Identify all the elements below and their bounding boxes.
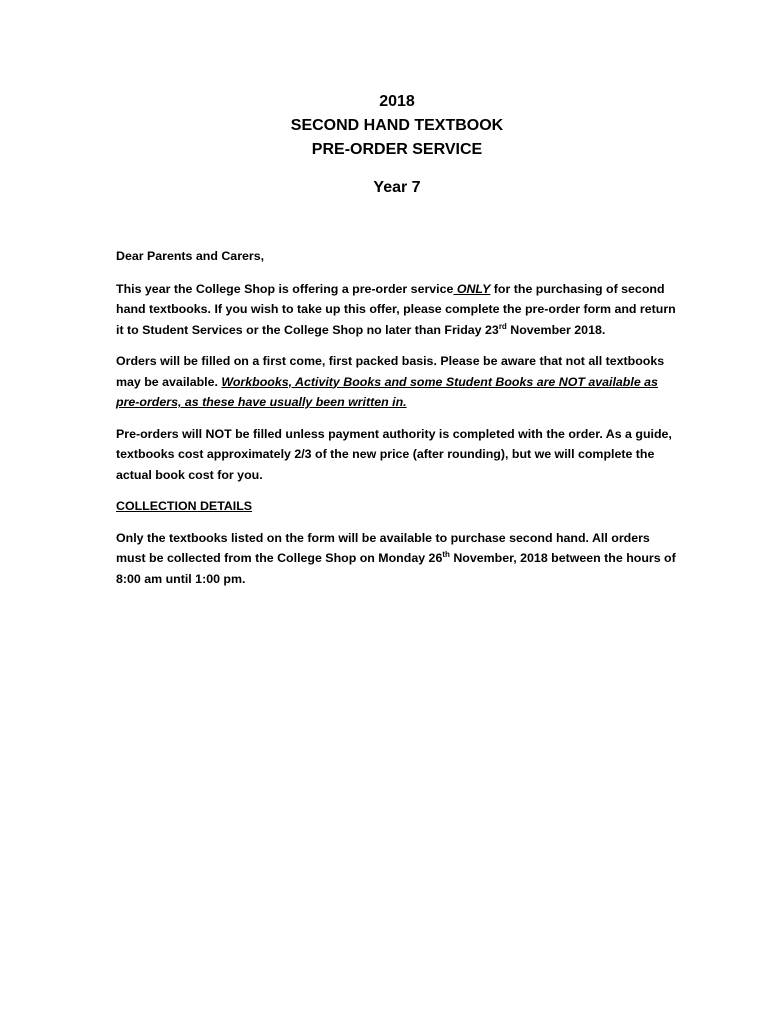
paragraph-preorder-text-3: November 2018. xyxy=(506,322,606,337)
paragraph-preorder-text-2: for the purchasing of second hand textbooks. If you wish to take up this offer, please complete the pre-order form and return it to Student Services or the College Shop no later than Friday 23 xyxy=(116,281,676,337)
paragraph-preorder-offer xyxy=(116,279,681,341)
heading-title-line2: PRE-ORDER SERVICE xyxy=(311,141,483,158)
salutation: Dear Parents and Carers, xyxy=(116,249,265,263)
ordinal-suffix-th: th xyxy=(442,549,450,559)
paragraph-preorder-text-1: This year the College Shop is offering a pre-order service xyxy=(116,281,454,296)
letter-body xyxy=(116,246,681,600)
collection-details xyxy=(116,496,681,589)
paragraph-availability xyxy=(116,351,681,413)
paragraph-availability-text: Orders will be filled on a first come, first packed basis. Please be aware that not all textbooks may be available. xyxy=(116,354,665,389)
ordinal-suffix-rd: rd xyxy=(498,321,507,331)
collection-text xyxy=(116,528,681,590)
heading-year: 2018 xyxy=(379,93,415,110)
heading-title-line1: SECOND HAND TEXTBOOK xyxy=(290,117,504,134)
availability-emphasis: Workbooks, Activity Books and some Student Books are NOT available as pre-orders, as these have usually been written in. xyxy=(116,374,658,409)
collection-text-2: November, 2018 between the hours of 8:00 am until 1:00 pm. xyxy=(116,551,676,586)
collection-text-1: Only the textbooks listed on the form will be available to purchase second hand. All orders must be collected from the College Shop on Monday 26 xyxy=(116,530,650,565)
document-heading xyxy=(0,90,770,200)
paragraph-payment: Pre-orders will NOT be filled unless payment authority is completed with the order. As a guide, textbooks cost approximately 2/3 of the new price (after rounding), but we will complete the actual book cost for you. xyxy=(116,426,672,482)
collection-title: COLLECTION DETAILS xyxy=(116,499,253,513)
heading-year-level: Year 7 xyxy=(373,179,421,196)
only-emphasis: ONLY xyxy=(453,281,491,296)
